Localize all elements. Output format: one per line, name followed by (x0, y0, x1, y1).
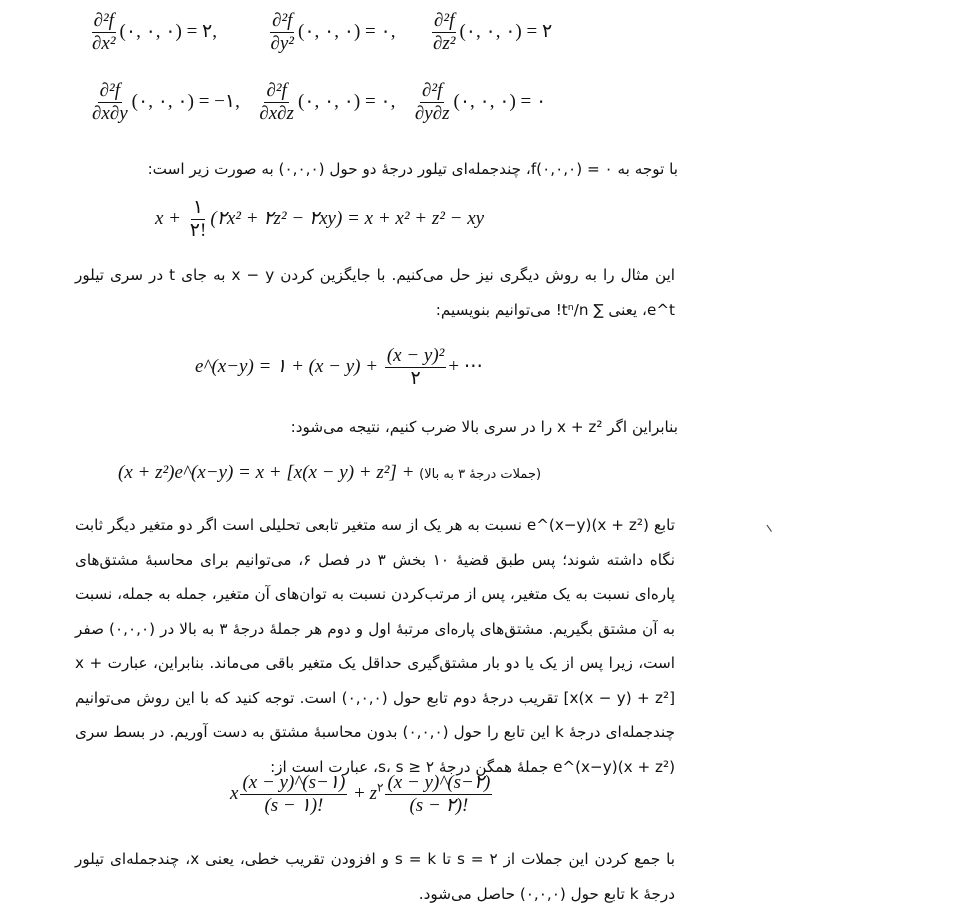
fraction-term-1: $\frac{(x - y)\^{}(s-۱)}{(s - ۱)!}$ (242, 772, 346, 816)
fraction-d2f-dxdy: $\frac{\text{∂²f}}{\partial x\partial y}$ (92, 80, 128, 124)
fraction-d2f-dx2: $\frac{\text{∂²f}}{\text{∂x²}}$ (92, 10, 116, 54)
final-paragraph: با جمع کردن این جملات از s = ۲ تا s = k و افزودن تقریب خطی، یعنی x، چندجمله‌ای تیلور درجهٔ k تابع حول (۰,۰,۰) حاصل می‌شود. (75, 850, 675, 903)
general-term-equation: x $\frac{(x - y)\^{}(s-۱)}{(s - ۱)!}$ + $z^۲$ $\frac{(x - y)\^{}(s-۲)}{(s - ۲)!}$ (230, 772, 491, 816)
method-paragraph: این مثال را به روش دیگری نیز حل می‌کنیم. با جایگزین کردن x − y به جای t در سری تیلور e^t، یعنی ∑ tⁿ/n! می‌توانیم بنویسیم: (75, 266, 676, 319)
multiply-line: بنابراین اگر x + z² را در سری بالا ضرب کنیم، نتیجه می‌شود: (290, 418, 678, 436)
product-equation: (x + z²)e^(x−y) = x + [x(x − y) + z²] + (جملات درجهٔ ۳ به بالا) (118, 462, 542, 483)
fraction-one-over-two-factorial: $\frac{۱}{۲!}$ (189, 197, 207, 241)
analytic-paragraph: تابع (x + z²)e^(x−y) نسبت به هر یک از سه متغیر تابعی تحلیلی است اگر دو متغیر دیگر ثابت نگاه داشته شوند؛ پس طبق قضیهٔ ۱۰ بخش ۳ در فصل ۶، می‌توانیم برای محاسبهٔ مشتق‌های پاره‌ای نسبت به یک متغیر، پس از مرتب‌کردن نسبت به توان‌های آن متغیر، جمله به جمله، نسبت به آن مشتق بگیریم. مشتق‌های پاره‌ای مرتبهٔ اول و دوم هر جملهٔ درجهٔ ۳ به بالا در (۰,۰,۰) صفر است، زیرا پس از یک یا دو بار مشتق‌گیری حداقل یک متغیر باقی می‌ماند. بنابراین، عبارت x + [x(x − y) + z²] تقریب درجهٔ دوم تابع حول (۰,۰,۰) است. توجه کنید که با این روش می‌توانیم چندجمله‌ای درجهٔ k این تابع را حول (۰,۰,۰) بدون محاسبهٔ مشتق به دست آوریم. در بسط سری (x + z²)e^(x−y) جملهٔ همگن درجهٔ s، s ≥ ۲، عبارت است از: (75, 516, 675, 776)
taylor-equation: x + $\frac{۱}{۲!}$ (۲x² + ۲z² − ۲xy) = x + x² + z² − xy (155, 197, 485, 241)
fraction-d2f-dz2: $\frac{\text{∂²f}}{\text{∂z²}}$ (432, 10, 456, 54)
fraction-term-2: $\frac{(x - y)\^{}(s-۲)}{(s - ۲)!}$ (387, 772, 491, 816)
taylor-intro-line: با توجه به f(۰,۰,۰) = ۰، چندجمله‌ای تیلور درجهٔ دو حول (۰,۰,۰) به صورت زیر است: (147, 160, 678, 178)
fraction-x-minus-y-squared-over-two: $\frac{\text{(x − y)²}}{۲}$ (386, 345, 445, 389)
fraction-d2f-dydz: $\frac{\text{∂²f}}{\partial y\partial z}$ (414, 80, 450, 124)
fraction-d2f-dy2: $\frac{\text{∂²f}}{\text{∂y²}}$ (270, 10, 295, 54)
exp-series-equation: e^(x−y) = ۱ + (x − y) + $\frac{\text{(x − y)²}}{۲}$ + ⋯ (195, 345, 483, 389)
margin-mark (767, 520, 779, 532)
deriv-row-2: $\frac{\text{∂²f}}{\partial x\partial y}$ (۰, ۰, ۰) = −۱, $\frac{\text{∂²f}}{\partial x\partial z}$ (۰, ۰, ۰) = ۰, $\frac{\text{∂²f}}{\partial y\partial z}$ (۰, ۰, ۰) = ۰ (92, 80, 547, 124)
fraction-d2f-dxdz: $\frac{\text{∂²f}}{\partial x\partial z}$ (259, 80, 294, 124)
deriv-row-1: $\frac{\text{∂²f}}{\text{∂x²}}$ (۰, ۰, ۰) = ۲, $\frac{\text{∂²f}}{\text{∂y²}}$ (۰, ۰, ۰) = ۰, $\frac{\text{∂²f}}{\text{∂z²}}$ (۰, ۰, ۰) = ۲ (92, 10, 553, 54)
